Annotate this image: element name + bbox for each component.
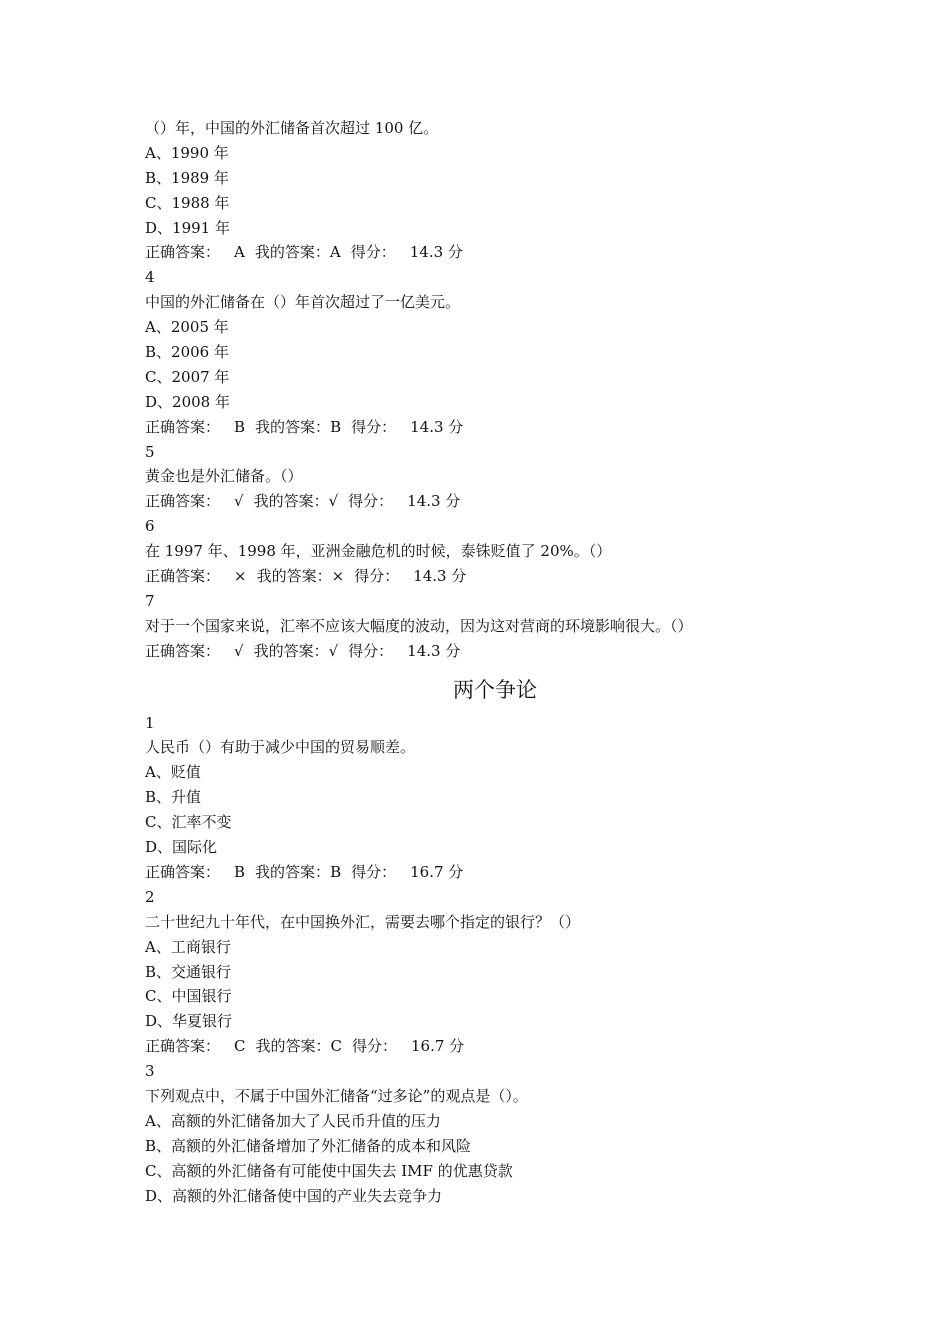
my-answer-value: √ xyxy=(328,641,339,660)
score-label: 得分： xyxy=(348,641,394,660)
question-text-line: D、2008 年 xyxy=(145,392,230,411)
question-number: 4 xyxy=(145,268,155,287)
correct-answer-value: B xyxy=(234,417,246,436)
score-value: 16.7 分 xyxy=(410,862,464,881)
answer-line xyxy=(145,860,845,885)
my-answer-label: 我的答案： xyxy=(255,1037,331,1056)
correct-answer-label: 正确答案： xyxy=(145,641,221,660)
question-text-line: A、1990 年 xyxy=(145,143,229,162)
question-text-line: C、汇率不变 xyxy=(145,813,232,832)
question-number: 2 xyxy=(145,887,155,906)
correct-answer-value: × xyxy=(234,567,247,586)
correct-answer-label: 正确答案： xyxy=(145,417,221,436)
my-answer-value: C xyxy=(330,1037,342,1056)
score-value: 14.3 分 xyxy=(407,641,461,660)
question-text-line: A、高额的外汇储备加大了人民币升值的压力 xyxy=(145,1111,441,1130)
question-text-line: B、高额的外汇储备增加了外汇储备的成本和风险 xyxy=(145,1136,472,1155)
my-answer-label: 我的答案： xyxy=(254,243,330,262)
correct-answer-value: B xyxy=(234,862,246,881)
question-text-line: （）年，中国的外汇储备首次超过 100 亿。 xyxy=(145,119,439,137)
question-text-line: A、贬值 xyxy=(145,763,201,782)
answer-line xyxy=(145,240,845,265)
score-value: 14.3 分 xyxy=(410,417,464,436)
question-text-line: 黄金也是外汇储备。（） xyxy=(145,467,303,486)
score-value: 14.3 分 xyxy=(409,243,463,262)
question-text-line: D、高额的外汇储备使中国的产业失去竞争力 xyxy=(145,1186,443,1205)
my-answer-label: 我的答案： xyxy=(253,492,329,511)
my-answer-value: A xyxy=(329,243,341,262)
correct-answer-label: 正确答案： xyxy=(145,862,221,881)
correct-answer-value: C xyxy=(234,1037,246,1056)
answer-line xyxy=(145,489,845,514)
question-text-line: 在 1997 年、1998 年，亚洲金融危机的时候，泰铢贬值了 20%。（） xyxy=(145,542,612,561)
my-answer-value: B xyxy=(330,862,342,881)
question-text-line: D、华夏银行 xyxy=(145,1012,233,1031)
question-number: 3 xyxy=(145,1062,155,1081)
quiz-section-1 xyxy=(145,116,845,664)
question-number: 7 xyxy=(145,591,155,610)
question-text-line: C、高额的外汇储备有可能使中国失去 IMF 的优惠贷款 xyxy=(145,1161,513,1180)
question-text-line: C、中国银行 xyxy=(145,987,232,1006)
question-text-line: B、升值 xyxy=(145,788,202,807)
correct-answer-label: 正确答案： xyxy=(145,243,221,262)
score-label: 得分： xyxy=(350,243,396,262)
question-text-line: 下列观点中，不属于中国外汇储备“过多论”的观点是（）。 xyxy=(145,1086,528,1105)
score-label: 得分： xyxy=(351,417,397,436)
my-answer-label: 我的答案： xyxy=(255,417,331,436)
correct-answer-label: 正确答案： xyxy=(145,492,221,511)
score-label: 得分： xyxy=(352,1037,398,1056)
question-text-line: D、国际化 xyxy=(145,838,218,857)
question-text-line: D、1991 年 xyxy=(145,218,230,237)
question-text-line: B、2006 年 xyxy=(145,343,229,362)
question-text-line: 二十世纪九十年代，在中国换外汇，需要去哪个指定的银行？（） xyxy=(145,912,581,931)
question-text-line: 对于一个国家来说，汇率不应该大幅度的波动，因为这对营商的环境影响很大。（） xyxy=(145,616,693,635)
quiz-section-2 xyxy=(145,711,845,1209)
answer-line xyxy=(145,415,845,440)
my-answer-value: × xyxy=(331,567,345,586)
question-text-line: A、2005 年 xyxy=(145,318,229,337)
score-value: 14.3 分 xyxy=(413,567,467,586)
answer-line xyxy=(145,1034,845,1059)
score-value: 16.7 分 xyxy=(411,1037,465,1056)
answer-line xyxy=(145,564,845,589)
question-text-line: B、交通银行 xyxy=(145,962,232,981)
answer-line xyxy=(145,639,845,664)
correct-answer-value: √ xyxy=(234,641,244,660)
score-label: 得分： xyxy=(351,862,397,881)
question-text-line: C、2007 年 xyxy=(145,367,230,386)
score-label: 得分： xyxy=(348,492,394,511)
correct-answer-value: A xyxy=(234,243,245,262)
my-answer-value: √ xyxy=(328,492,339,511)
question-number: 5 xyxy=(145,442,155,461)
correct-answer-label: 正确答案： xyxy=(145,1037,221,1056)
my-answer-label: 我的答案： xyxy=(253,641,329,660)
question-text-line: C、1988 年 xyxy=(145,193,230,212)
document-page xyxy=(145,116,845,1208)
question-text-line: 中国的外汇储备在（）年首次超过了一亿美元。 xyxy=(145,293,461,312)
question-number: 6 xyxy=(145,517,155,536)
question-text-line: 人民币（）有助于减少中国的贸易顺差。 xyxy=(145,738,416,757)
score-label: 得分： xyxy=(354,567,400,586)
question-text-line: B、1989 年 xyxy=(145,168,229,187)
section-heading: 两个争论 xyxy=(453,677,537,702)
correct-answer-label: 正确答案： xyxy=(145,567,221,586)
question-number: 1 xyxy=(145,713,155,732)
my-answer-label: 我的答案： xyxy=(256,567,332,586)
question-text-line: A、工商银行 xyxy=(145,937,231,956)
correct-answer-value: √ xyxy=(234,492,244,511)
my-answer-label: 我的答案： xyxy=(255,862,331,881)
my-answer-value: B xyxy=(330,417,342,436)
score-value: 14.3 分 xyxy=(407,492,461,511)
